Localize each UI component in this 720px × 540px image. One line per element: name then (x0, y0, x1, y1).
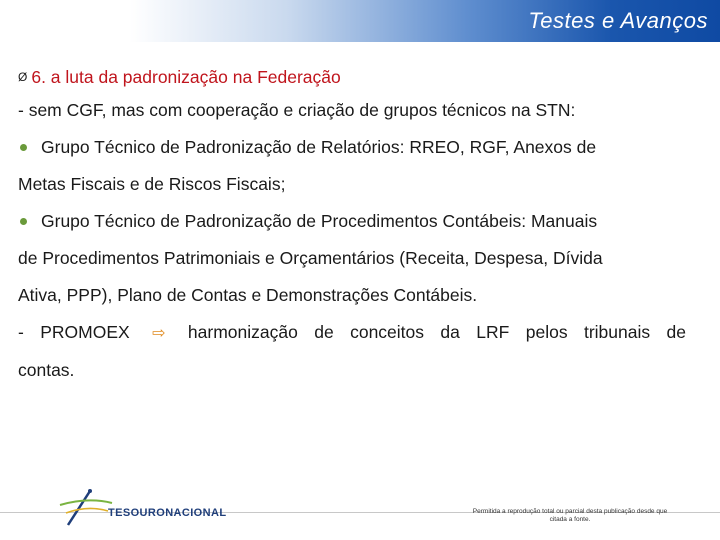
bullet-1-line1 (18, 129, 686, 166)
bullet-1-text-a: Grupo Técnico de Padronização de Relatórios: RREO, RGF, Anexos de (41, 137, 597, 157)
bullet-1-line2: Metas Fiscais e de Riscos Fiscais; (18, 174, 286, 194)
bullet-2-line1 (18, 203, 686, 240)
right-arrow-icon: ⇨ (152, 325, 166, 342)
bullet-2-text-a: Grupo Técnico de Padronização de Procedimentos Contábeis: Manuais (41, 211, 598, 231)
logo-text: TESOURONACIONAL (108, 507, 227, 519)
slide-title: Testes e Avanços (528, 8, 708, 33)
tesouro-nacional-logo (58, 487, 227, 527)
promoex-prefix: - PROMOEX (18, 322, 130, 342)
promoex-text: harmonização de conceitos da LRF pelos tribunais de (187, 322, 686, 342)
promoex-end: contas. (18, 360, 75, 380)
promoex-line (18, 314, 686, 352)
bullet-dot-icon (20, 218, 27, 225)
bullet-2-line3: Ativa, PPP), Plano de Contas e Demonstrações Contábeis. (18, 285, 478, 305)
subtitle-text: 6. a luta da padronização na Federação (31, 66, 341, 87)
intro-line: - sem CGF, mas com cooperação e criação de grupos técnicos na STN: (18, 100, 576, 120)
bullet-dot-icon (20, 144, 27, 151)
slide-content (18, 62, 686, 389)
arrow-bullet-icon: Ø (18, 70, 28, 84)
bullet-2-line2: de Procedimentos Patrimoniais e Orçamentários (Receita, Despesa, Dívida (18, 248, 603, 268)
slide-header (0, 0, 720, 42)
copyright-note: Permitida a reprodução total ou parcial desta publicação desde que citada a fonte. (472, 508, 668, 523)
section-subtitle (18, 62, 686, 92)
